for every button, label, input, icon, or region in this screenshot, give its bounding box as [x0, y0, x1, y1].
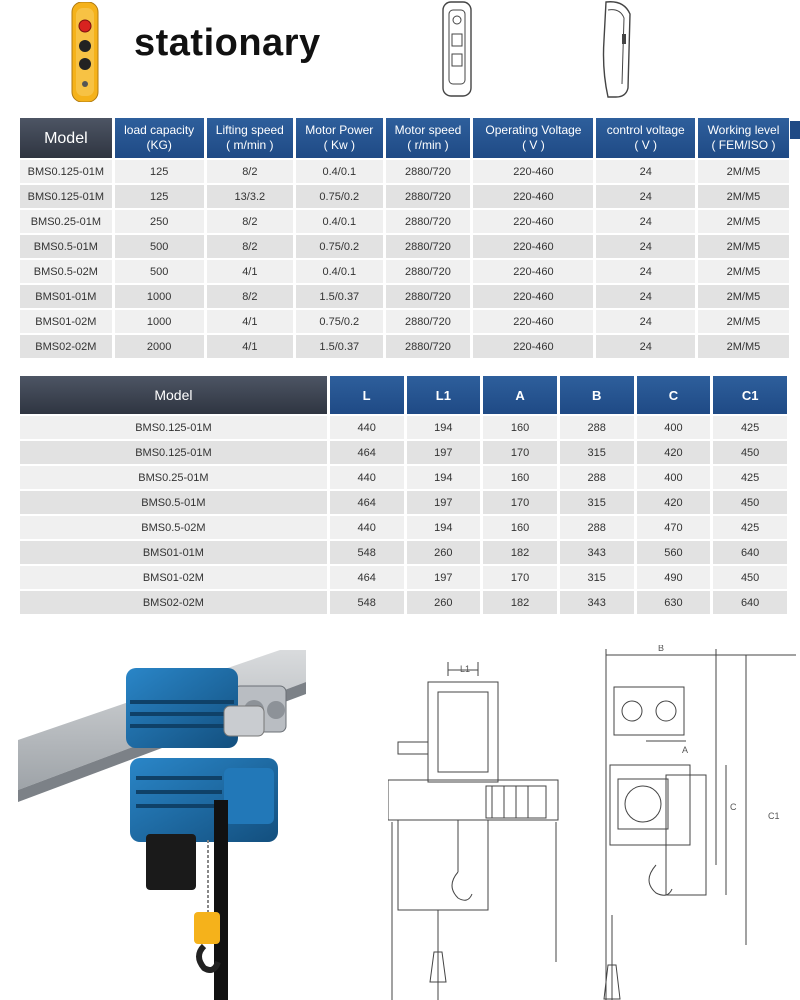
table-cell: 2M/M5	[698, 310, 789, 333]
table1-header-0	[20, 118, 112, 158]
table2-header-4: B	[560, 376, 634, 414]
table-cell: 400	[637, 416, 711, 439]
table-cell: 8/2	[207, 160, 293, 183]
table-cell: 125	[115, 160, 204, 183]
table-cell: 260	[407, 541, 481, 564]
table-row	[20, 335, 789, 358]
table-cell: 640	[713, 541, 787, 564]
table-row	[20, 210, 789, 233]
table-cell: 2M/M5	[698, 160, 789, 183]
table1-header-line1: Model	[44, 129, 88, 147]
table1-header-line1: control voltage	[606, 123, 685, 137]
table-cell: 4/1	[207, 335, 293, 358]
table-cell: 4/1	[207, 310, 293, 333]
table2-header-6: C1	[713, 376, 787, 414]
table-cell: 170	[483, 491, 557, 514]
table-cell: 2880/720	[386, 235, 471, 258]
table-cell: 420	[637, 491, 711, 514]
table-cell: 288	[560, 416, 634, 439]
table-cell: 548	[330, 591, 404, 614]
label-c: C	[730, 802, 737, 812]
table-cell: 425	[713, 416, 787, 439]
table1-header-7	[698, 118, 789, 158]
table-cell: 2M/M5	[698, 335, 789, 358]
table-row	[20, 160, 789, 183]
table-cell: 343	[560, 591, 634, 614]
table-cell: BMS0.25-01M	[20, 466, 327, 489]
table-cell: 2M/M5	[698, 210, 789, 233]
performance-table	[17, 116, 792, 360]
table-cell: 220-460	[473, 160, 593, 183]
table-cell: BMS0.125-01M	[20, 160, 112, 183]
table-row	[20, 185, 789, 208]
table-cell: 2880/720	[386, 310, 471, 333]
label-c1: C1	[768, 811, 780, 821]
table-cell: 450	[713, 491, 787, 514]
table-row	[20, 416, 787, 439]
table-cell: 2880/720	[386, 285, 471, 308]
table-cell: 1.5/0.37	[296, 335, 382, 358]
table-cell: 288	[560, 516, 634, 539]
table1-header-6	[596, 118, 694, 158]
table1-header-line1: Working level	[707, 123, 780, 137]
hoist-photo	[18, 650, 306, 1000]
table-cell: BMS0.125-01M	[20, 441, 327, 464]
table2-header-0: Model	[20, 376, 327, 414]
table-row	[20, 441, 787, 464]
table-cell: 400	[637, 466, 711, 489]
table-cell: 182	[483, 541, 557, 564]
table-cell: BMS0.125-01M	[20, 416, 327, 439]
table-cell: 250	[115, 210, 204, 233]
table-cell: BMS0.125-01M	[20, 185, 112, 208]
table-cell: 220-460	[473, 310, 593, 333]
label-l1: L1	[460, 664, 471, 674]
table-cell: 1000	[115, 310, 204, 333]
table-cell: 125	[115, 185, 204, 208]
table-cell: 470	[637, 516, 711, 539]
table-cell: BMS0.5-02M	[20, 516, 327, 539]
pendant-control-icon	[68, 2, 102, 102]
table-cell: BMS02-02M	[20, 335, 112, 358]
table-cell: 8/2	[207, 235, 293, 258]
table-row	[20, 541, 787, 564]
table-cell: 315	[560, 491, 634, 514]
table-row	[20, 591, 787, 614]
table-cell: 194	[407, 416, 481, 439]
table1-header-line1: Operating Voltage	[485, 123, 582, 137]
table-row	[20, 466, 787, 489]
table-cell: BMS02-02M	[20, 591, 327, 614]
table-cell: 220-460	[473, 210, 593, 233]
table-cell: BMS0.5-01M	[20, 235, 112, 258]
table-cell: 24	[596, 185, 694, 208]
table-cell: 2880/720	[386, 160, 471, 183]
table-cell: 13/3.2	[207, 185, 293, 208]
table-cell: 8/2	[207, 285, 293, 308]
table-cell: 24	[596, 285, 694, 308]
table-cell: 464	[330, 441, 404, 464]
table-cell: 182	[483, 591, 557, 614]
table-cell: 440	[330, 516, 404, 539]
table-row	[20, 235, 789, 258]
table-cell: 2880/720	[386, 335, 471, 358]
label-b: B	[658, 645, 665, 653]
table1-header-line1: Lifting speed	[215, 123, 284, 137]
table-cell: 2M/M5	[698, 260, 789, 283]
table-cell: 343	[560, 541, 634, 564]
label-a: A	[682, 745, 689, 755]
table-cell: 2M/M5	[698, 185, 789, 208]
table-row	[20, 310, 789, 333]
table-cell: 0.75/0.2	[296, 310, 382, 333]
table-cell: 425	[713, 516, 787, 539]
table-cell: BMS0.5-01M	[20, 491, 327, 514]
table-cell: 500	[115, 235, 204, 258]
table-cell: 197	[407, 491, 481, 514]
table-cell: 24	[596, 210, 694, 233]
table-cell: 560	[637, 541, 711, 564]
table-cell: 0.75/0.2	[296, 185, 382, 208]
table-cell: 24	[596, 260, 694, 283]
table1-header-3	[296, 118, 382, 158]
table-cell: 0.4/0.1	[296, 260, 382, 283]
table-cell: 2880/720	[386, 210, 471, 233]
table-cell: 440	[330, 466, 404, 489]
pendant-side-drawing	[596, 0, 636, 100]
table-cell: 500	[115, 260, 204, 283]
table-cell: 260	[407, 591, 481, 614]
table-cell: BMS01-02M	[20, 310, 112, 333]
table1-header-line2: ( r/min )	[407, 138, 449, 152]
table-cell: 2000	[115, 335, 204, 358]
table1-header-1	[115, 118, 204, 158]
table2-header-1: L	[330, 376, 404, 414]
table-cell: BMS01-01M	[20, 285, 112, 308]
table-cell: 450	[713, 566, 787, 589]
table-cell: 0.75/0.2	[296, 235, 382, 258]
pendant-front-drawing	[440, 0, 474, 100]
table-cell: 0.4/0.1	[296, 210, 382, 233]
table-cell: 440	[330, 416, 404, 439]
table-cell: 0.4/0.1	[296, 160, 382, 183]
table2-header-5: C	[637, 376, 711, 414]
table1-header-line2: ( Kw )	[323, 138, 355, 152]
hoist-front-drawing	[388, 662, 578, 1000]
table-cell: 315	[560, 441, 634, 464]
table-row	[20, 491, 787, 514]
dimension-table	[17, 374, 790, 616]
table-cell: 220-460	[473, 235, 593, 258]
table-cell: 640	[713, 591, 787, 614]
table-cell: 630	[637, 591, 711, 614]
table-cell: 4/1	[207, 260, 293, 283]
table-cell: 24	[596, 160, 694, 183]
table1-header-line2: (KG)	[146, 138, 172, 152]
table-cell: 194	[407, 466, 481, 489]
table-cell: 24	[596, 235, 694, 258]
table-cell: BMS01-02M	[20, 566, 327, 589]
table1-header-4	[386, 118, 471, 158]
table-cell: 2880/720	[386, 185, 471, 208]
table-cell: 1.5/0.37	[296, 285, 382, 308]
table1-header-line1: Motor speed	[394, 123, 462, 137]
table1-header-5	[473, 118, 593, 158]
table2-header-3: A	[483, 376, 557, 414]
table-cell: 24	[596, 310, 694, 333]
table1-header-2	[207, 118, 293, 158]
table-cell: 197	[407, 566, 481, 589]
table-cell: BMS0.5-02M	[20, 260, 112, 283]
table-cell: BMS01-01M	[20, 541, 327, 564]
table1-header-line2: ( FEM/ISO )	[711, 138, 776, 152]
table-cell: 2M/M5	[698, 285, 789, 308]
hoist-side-drawing	[596, 645, 796, 1000]
table-cell: 1000	[115, 285, 204, 308]
table-cell: 220-460	[473, 185, 593, 208]
table1-header-line2: ( m/min )	[226, 138, 274, 152]
table-row	[20, 285, 789, 308]
table-cell: 490	[637, 566, 711, 589]
table-cell: 160	[483, 516, 557, 539]
table-cell: 170	[483, 566, 557, 589]
table-row	[20, 260, 789, 283]
table1-header-line2: ( V )	[634, 138, 658, 152]
table1-header-line1: load capacity	[124, 123, 195, 137]
table-cell: 450	[713, 441, 787, 464]
table-cell: 315	[560, 566, 634, 589]
table2-header-2: L1	[407, 376, 481, 414]
table-row	[20, 516, 787, 539]
table-cell: 170	[483, 441, 557, 464]
table-cell: 197	[407, 441, 481, 464]
table-cell: 288	[560, 466, 634, 489]
table-cell: 160	[483, 416, 557, 439]
table-cell: 420	[637, 441, 711, 464]
table-cell: 548	[330, 541, 404, 564]
table-cell: 220-460	[473, 260, 593, 283]
table-cell: 194	[407, 516, 481, 539]
table-cell: 2880/720	[386, 260, 471, 283]
table-cell: 425	[713, 466, 787, 489]
table1-header-line1: Motor Power	[305, 123, 374, 137]
table-cell: 220-460	[473, 335, 593, 358]
table-cell: 220-460	[473, 285, 593, 308]
table-cell: 8/2	[207, 210, 293, 233]
table-cell: 464	[330, 491, 404, 514]
table-cell: 24	[596, 335, 694, 358]
page-title: stationary	[134, 22, 321, 64]
table-row	[20, 566, 787, 589]
table-cell: 2M/M5	[698, 235, 789, 258]
table-cell: 160	[483, 466, 557, 489]
table1-header-line2: ( V )	[522, 138, 545, 152]
table-cell: BMS0.25-01M	[20, 210, 112, 233]
table-cell: 464	[330, 566, 404, 589]
